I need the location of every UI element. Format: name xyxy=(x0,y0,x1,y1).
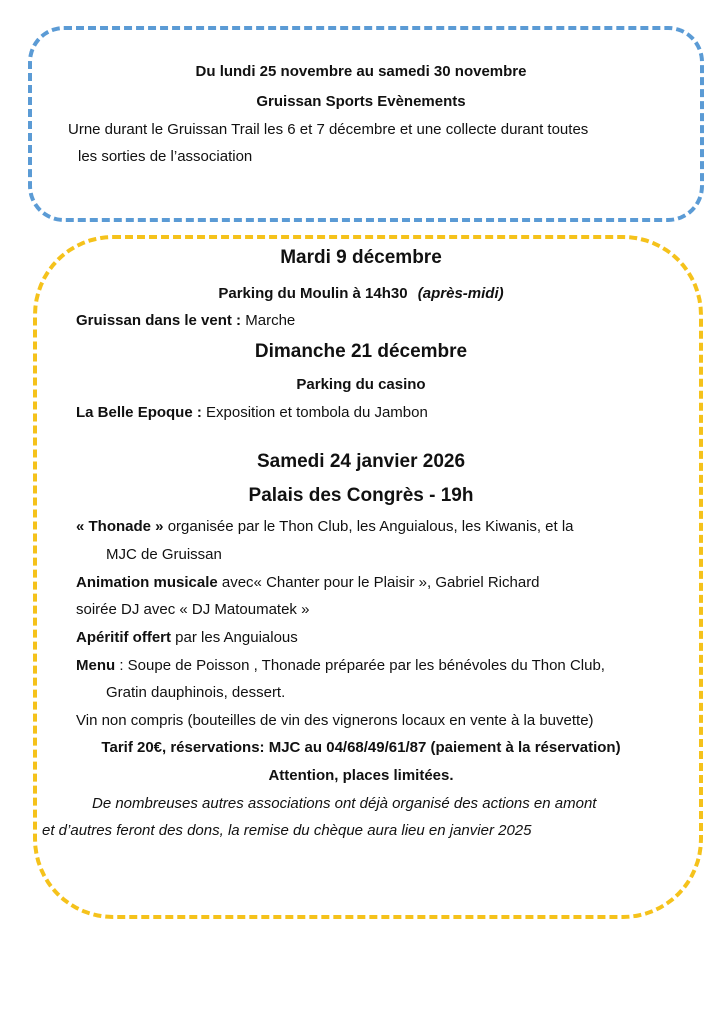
section1-desc-line1: Urne durant le Gruissan Trail les 6 et 7 décembre et une collecte durant toutes xyxy=(68,121,589,138)
event3-place: Palais des Congrès - 19h xyxy=(248,485,474,506)
event1-activity: Marche xyxy=(245,312,296,329)
note-line2: et d’autres feront des dons, la remise du chèque aura lieu en janvier 2025 xyxy=(42,822,532,839)
event2-activity: Exposition et tombola du Jambon xyxy=(206,404,428,421)
thonade-text2: MJC de Gruissan xyxy=(106,546,222,563)
section1-date: Du lundi 25 novembre au samedi 30 novembre xyxy=(195,63,527,80)
aperitif-label: Apéritif offert xyxy=(76,629,171,646)
event1-date: Mardi 9 décembre xyxy=(280,247,442,268)
tarif-text: Tarif 20€, réservations: MJC au 04/68/49/61/87 (paiement à la réservation) xyxy=(101,739,621,756)
event1-org: Gruissan dans le vent : xyxy=(76,312,242,329)
thonade-label: « Thonade » xyxy=(76,518,164,535)
thonade-text: organisée par le Thon Club, les Anguialous, les Kiwanis, et la xyxy=(167,518,574,535)
event3-thonade-line xyxy=(76,517,574,537)
event2-place: Parking du casino xyxy=(296,376,426,393)
event3-aperitif-line xyxy=(76,628,298,648)
menu-text2: Gratin dauphinois, dessert. xyxy=(106,684,286,701)
dj-text: soirée DJ avec « DJ Matoumatek » xyxy=(76,601,310,618)
section1-desc-line2: les sorties de l’association xyxy=(78,148,253,165)
event2-org: La Belle Epoque : xyxy=(76,404,202,421)
event1-place-line xyxy=(0,284,722,304)
event3-date: Samedi 24 janvier 2026 xyxy=(256,451,466,472)
menu-text: : Soupe de Poisson , Thonade préparée par les bénévoles du Thon Club, xyxy=(119,657,605,674)
event2-line xyxy=(76,403,428,423)
event1-place: Parking du Moulin à 14h30 xyxy=(218,285,408,302)
event3-music-line xyxy=(76,573,540,593)
aperitif-text: par les Anguialous xyxy=(175,629,298,646)
event2-date: Dimanche 21 décembre xyxy=(254,341,468,362)
music-label: Animation musicale xyxy=(76,574,218,591)
event1-place-note: (après-midi) xyxy=(417,285,504,302)
note-line1: De nombreuses autres associations ont déjà organisé des actions en amont xyxy=(92,795,597,812)
attention-text: Attention, places limitées. xyxy=(268,767,454,784)
event3-menu-line xyxy=(76,656,605,676)
menu-label: Menu xyxy=(76,657,116,674)
music-text: avec« Chanter pour le Plaisir », Gabriel Richard xyxy=(221,574,540,591)
wine-text: Vin non compris (bouteilles de vin des vignerons locaux en vente à la buvette) xyxy=(76,712,594,729)
event1-line xyxy=(76,311,295,331)
section1-org: Gruissan Sports Evènements xyxy=(256,93,466,110)
